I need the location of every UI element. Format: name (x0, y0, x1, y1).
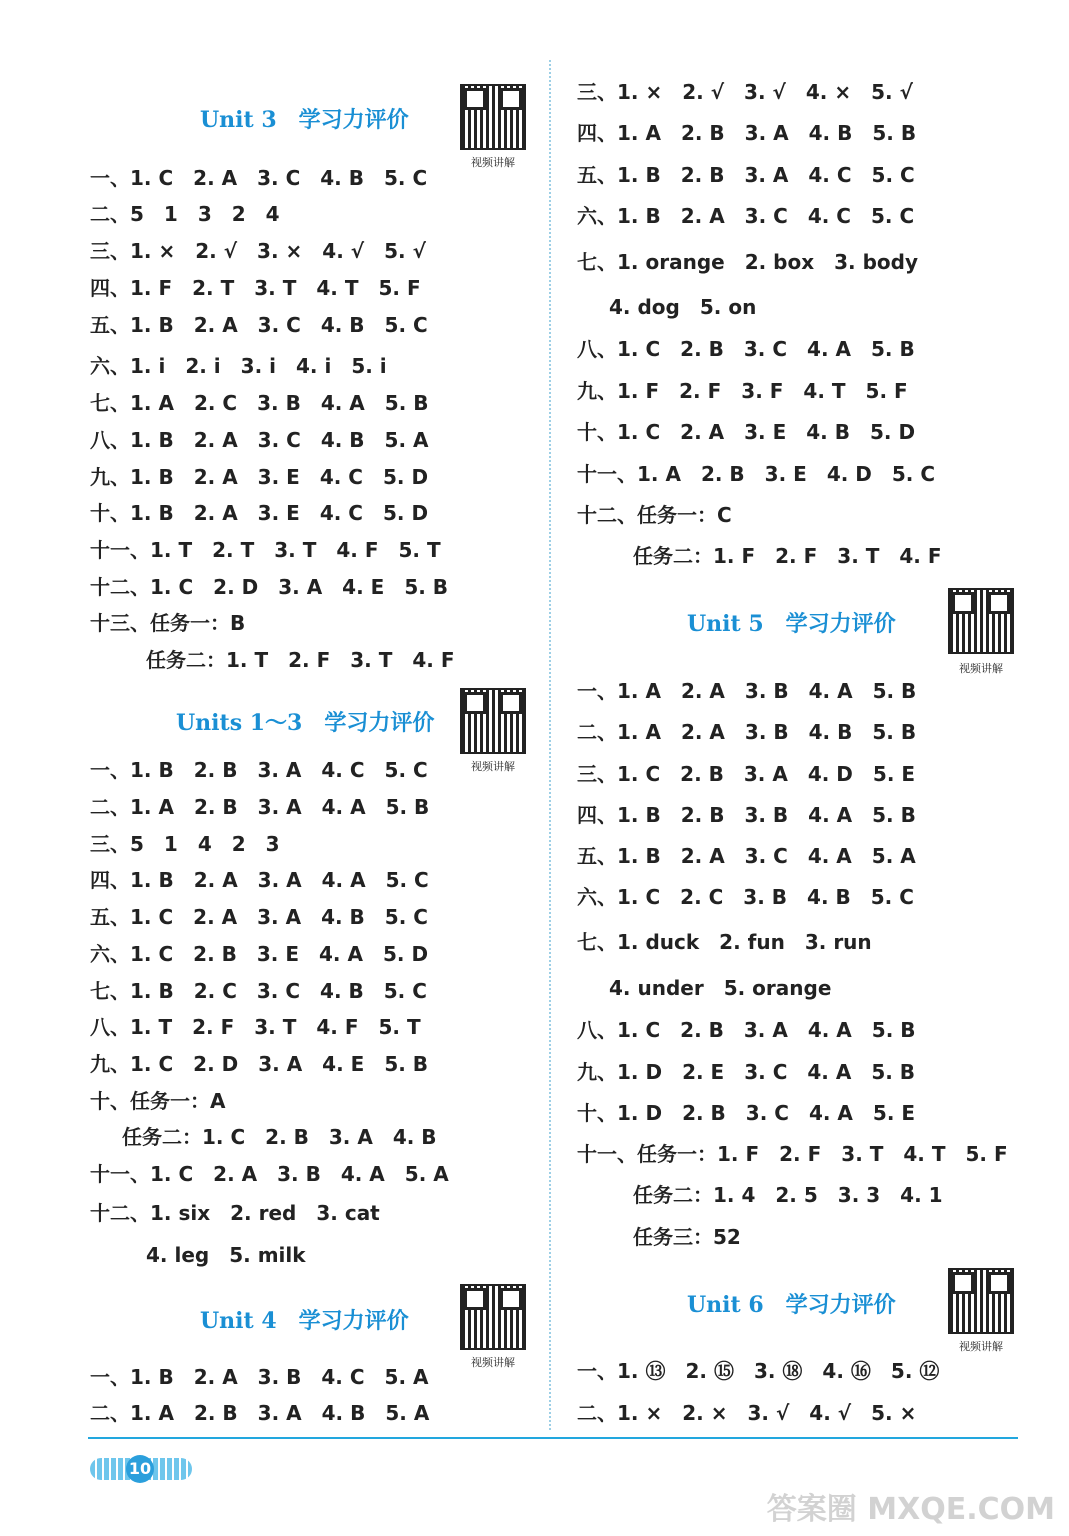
answer-line: 二、1. × 2. × 3. √ 4. √ 5. × (577, 1401, 917, 1425)
answer-line-handwriting: 4. dog 5. on (609, 295, 757, 319)
answer-line: 一、1. B 2. A 3. B 4. C 5. A (90, 1365, 429, 1389)
qr-caption: 视频讲解 (471, 760, 515, 773)
column-divider (549, 60, 551, 1430)
answer-line: 一、1. ⑬ 2. ⑮ 3. ⑱ 4. ⑯ 5. ⑫ (577, 1359, 940, 1383)
answer-line: 十二、1. C 2. D 3. A 4. E 5. B (90, 575, 449, 599)
answer-line: 十、1. B 2. A 3. E 4. C 5. D (90, 501, 429, 525)
qr-caption: 视频讲解 (471, 1356, 515, 1369)
qr-code-icon[interactable] (460, 84, 526, 150)
answer-line: 任务三：52 (633, 1225, 741, 1249)
answer-line-handwriting: 4. leg 5. milk (146, 1243, 306, 1267)
page-number: 10 (126, 1455, 154, 1483)
answer-line: 三、1. C 2. B 3. A 4. D 5. E (577, 762, 916, 786)
answer-line: 任务二：1. C 2. B 3. A 4. B (122, 1125, 437, 1149)
answer-line: 二、1. A 2. A 3. B 4. B 5. B (577, 720, 917, 744)
section-title-unit4: Unit 4 学习力评价 (200, 1308, 409, 1334)
answer-line: 八、1. B 2. A 3. C 4. B 5. A (90, 428, 429, 452)
answer-line-handwriting: 七、1. orange 2. box 3. body (577, 250, 919, 274)
answer-line: 九、1. B 2. A 3. E 4. C 5. D (90, 465, 429, 489)
qr-caption: 视频讲解 (471, 156, 515, 169)
section-title-unit3: Unit 3 学习力评价 (200, 107, 409, 133)
answer-line: 十一、1. C 2. A 3. B 4. A 5. A (90, 1162, 449, 1186)
answer-line: 三、1. × 2. √ 3. √ 4. × 5. √ (577, 80, 913, 104)
answer-line: 一、1. C 2. A 3. C 4. B 5. C (90, 166, 428, 190)
answer-line: 任务二：1. 4 2. 5 3. 3 4. 1 (633, 1183, 943, 1207)
answer-line: 五、1. B 2. B 3. A 4. C 5. C (577, 163, 915, 187)
answer-line: 一、1. A 2. A 3. B 4. A 5. B (577, 679, 917, 703)
answer-line: 六、1. B 2. A 3. C 4. C 5. C (577, 204, 915, 228)
answer-line: 任务二：1. F 2. F 3. T 4. F (633, 544, 942, 568)
answer-line: 五、1. C 2. A 3. A 4. B 5. C (90, 905, 428, 929)
answer-line: 四、1. F 2. T 3. T 4. T 5. F (90, 276, 421, 300)
watermark-logo: 答案圈 MXQE.COM (766, 1492, 1055, 1527)
answer-line: 十、任务一：A (90, 1089, 226, 1113)
answer-line: 十一、任务一：1. F 2. F 3. T 4. T 5. F (577, 1142, 1008, 1166)
answer-line: 八、1. T 2. F 3. T 4. F 5. T (90, 1015, 421, 1039)
answer-line: 十一、1. A 2. B 3. E 4. D 5. C (577, 462, 936, 486)
qr-code-icon[interactable] (460, 1284, 526, 1350)
answer-line: 九、1. F 2. F 3. F 4. T 5. F (577, 379, 908, 403)
answer-line: 四、1. B 2. B 3. B 4. A 5. B (577, 803, 916, 827)
answer-line: 十二、任务一：C (577, 503, 732, 527)
qr-caption: 视频讲解 (959, 1340, 1003, 1353)
answer-line: 六、1. C 2. C 3. B 4. B 5. C (577, 885, 914, 909)
answer-line: 三、1. × 2. √ 3. × 4. √ 5. √ (90, 239, 426, 263)
answer-line: 六、1. C 2. B 3. E 4. A 5. D (90, 942, 429, 966)
qr-code-icon[interactable] (948, 588, 1014, 654)
section-title-units1-3: Units 1～3 学习力评价 (176, 710, 435, 736)
answer-line-handwriting: 4. under 5. orange (609, 976, 832, 1000)
answer-line: 九、1. D 2. E 3. C 4. A 5. B (577, 1060, 916, 1084)
answer-line: 三、5 1 4 2 3 (90, 832, 280, 856)
answer-line: 七、1. B 2. C 3. C 4. B 5. C (90, 979, 427, 1003)
section-title-unit6: Unit 6 学习力评价 (687, 1292, 896, 1318)
answer-line: 十、1. D 2. B 3. C 4. A 5. E (577, 1101, 916, 1125)
answer-line: 十三、任务一：B (90, 611, 246, 635)
qr-caption: 视频讲解 (959, 662, 1003, 675)
answer-line: 四、1. A 2. B 3. A 4. B 5. B (577, 121, 917, 145)
answer-line-handwriting: 七、1. duck 2. fun 3. run (577, 930, 872, 954)
qr-code-icon[interactable] (948, 1268, 1014, 1334)
answer-line: 六、1. i 2. i 3. i 4. i 5. i (90, 354, 387, 378)
answer-line: 五、1. B 2. A 3. C 4. A 5. A (577, 844, 916, 868)
answer-line: 一、1. B 2. B 3. A 4. C 5. C (90, 758, 428, 782)
answer-line: 任务二：1. T 2. F 3. T 4. F (146, 648, 455, 672)
answer-line: 十、1. C 2. A 3. E 4. B 5. D (577, 420, 916, 444)
answer-line: 八、1. C 2. B 3. C 4. A 5. B (577, 337, 915, 361)
section-title-unit5: Unit 5 学习力评价 (687, 611, 896, 637)
answer-line: 十一、1. T 2. T 3. T 4. F 5. T (90, 538, 441, 562)
answer-line: 二、5 1 3 2 4 (90, 202, 280, 226)
qr-code-icon[interactable] (460, 688, 526, 754)
answer-line: 四、1. B 2. A 3. A 4. A 5. C (90, 868, 429, 892)
answer-line: 七、1. A 2. C 3. B 4. A 5. B (90, 391, 429, 415)
footer-rule (88, 1437, 1018, 1439)
answer-line: 五、1. B 2. A 3. C 4. B 5. C (90, 313, 428, 337)
answer-line: 八、1. C 2. B 3. A 4. A 5. B (577, 1018, 916, 1042)
answer-line: 九、1. C 2. D 3. A 4. E 5. B (90, 1052, 429, 1076)
answer-line-handwriting: 十二、1. six 2. red 3. cat (90, 1201, 380, 1225)
answer-line: 二、1. A 2. B 3. A 4. A 5. B (90, 795, 430, 819)
answer-line: 二、1. A 2. B 3. A 4. B 5. A (90, 1401, 430, 1425)
